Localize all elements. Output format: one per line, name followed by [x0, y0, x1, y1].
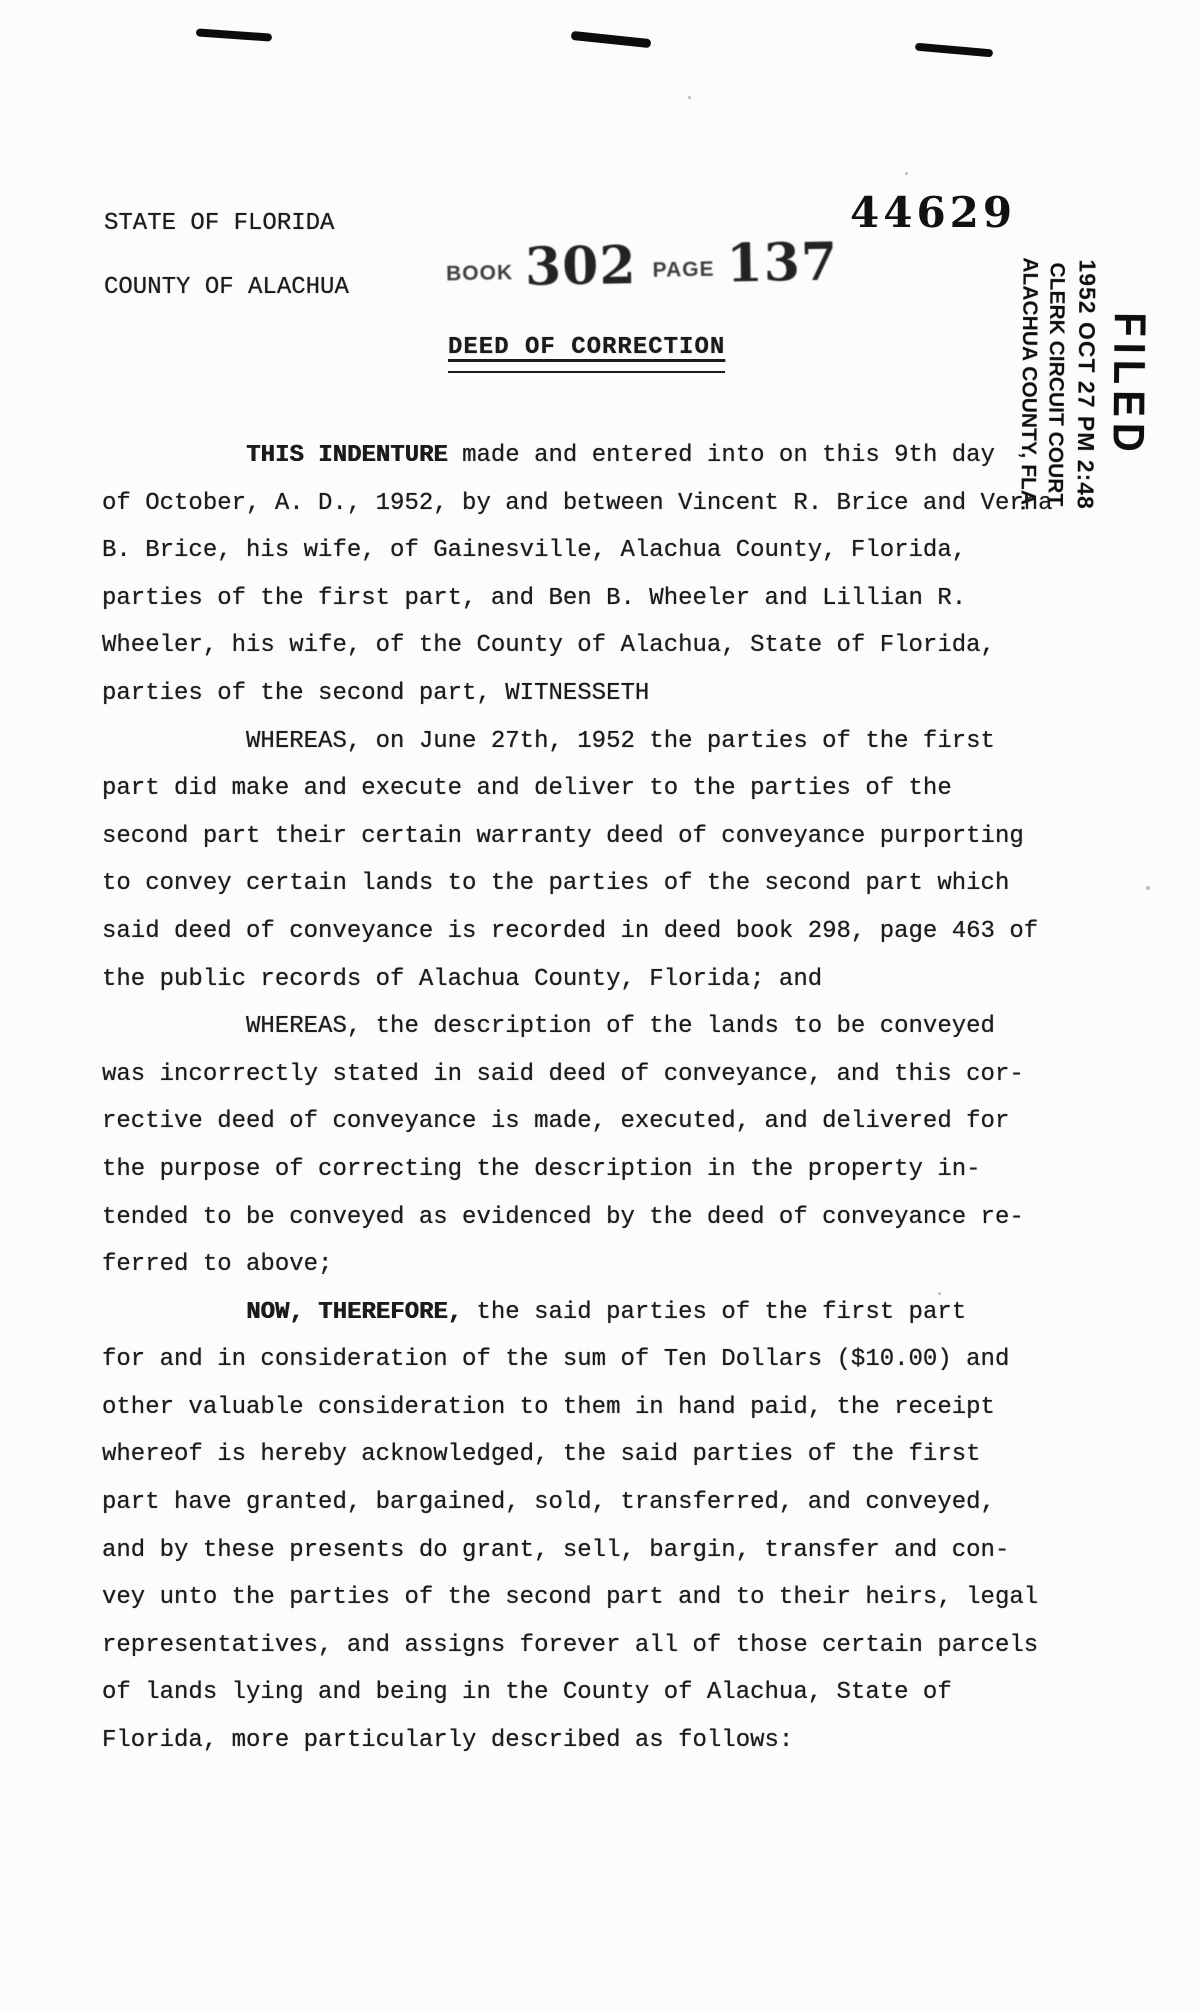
document-text-line: Florida, more particularly described as follows: [102, 1727, 794, 1755]
document-text-line: tended to be conveyed as evidenced by the deed of conveyance re- [102, 1203, 1024, 1231]
page-label: PAGE [652, 257, 715, 282]
book-number: 302 [524, 235, 638, 299]
scan-speck [905, 172, 908, 175]
document-text-line: the purpose of correcting the description in the property in- [102, 1155, 981, 1183]
document-text-line: to convey certain lands to the parties of the second part which [102, 870, 1010, 898]
document-text-line: second part their certain warranty deed of conveyance purporting [102, 822, 1024, 850]
state-caption: STATE OF FLORIDA [104, 210, 335, 237]
document-text-line: representatives, and assigns forever all of those certain parcels [102, 1631, 1039, 1659]
document-text-line: WHEREAS, the description of the lands to be conveyed [102, 1013, 995, 1041]
page-number: 137 [725, 231, 839, 295]
text-segment: made and entered into on this 9th day [447, 442, 995, 469]
document-text-line: WHEREAS, on June 27th, 1952 the parties of the first [102, 727, 995, 755]
text-segment [102, 442, 246, 469]
filed-stamp-county: ALACHUA COUNTY, FLA. [1016, 257, 1042, 511]
document-text-line: parties of the second part, WITNESSETH [102, 679, 650, 707]
scan-mark [571, 31, 652, 48]
document-text-line: said deed of conveyance is recorded in deed book 298, page 463 of [102, 917, 1039, 945]
document-text-line: B. Brice, his wife, of Gainesville, Alachua County, Florida, [102, 537, 967, 565]
document-text-line: Wheeler, his wife, of the County of Alachua, State of Florida, [102, 632, 995, 660]
document-text-line: and by these presents do grant, sell, bargin, transfer and con- [102, 1536, 1010, 1564]
document-text-line: rective deed of conveyance is made, executed, and delivered for [102, 1108, 1010, 1136]
document-text-line: part did make and execute and deliver to the parties of the [102, 775, 952, 803]
document-text-line: the public records of Alachua County, Florida; and [102, 965, 823, 993]
document-text-line: for and in consideration of the sum of Ten Dollars ($10.00) and [102, 1346, 1010, 1374]
document-title: DEED OF CORRECTION [448, 334, 725, 373]
text-segment: the said parties of the first part [462, 1298, 967, 1326]
document-text-line [102, 1289, 1160, 1337]
instrument-number: 44629 [850, 188, 1017, 237]
document-text-line: part have granted, bargained, sold, transferred, and conveyed, [102, 1489, 995, 1517]
book-label: BOOK [445, 261, 514, 286]
deed-body [102, 432, 1160, 1765]
document-text-line: of lands lying and being in the County of Alachua, State of [102, 1679, 952, 1707]
document-text-line: other valuable consideration to them in hand paid, the receipt [102, 1393, 995, 1421]
document-text-line: ferred to above; [102, 1251, 333, 1279]
filed-stamp-datetime: 1952 OCT 27 PM 2:48 [1072, 259, 1101, 510]
document-text-line: whereof is hereby acknowledged, the said parties of the first [102, 1441, 981, 1469]
document-text-line: was incorrectly stated in said deed of conveyance, and this cor- [102, 1060, 1024, 1088]
document-text-line: parties of the first part, and Ben B. Wheeler and Lillian R. [102, 584, 967, 612]
text-segment [102, 1299, 246, 1326]
emphasized-phrase: NOW, THEREFORE, [246, 1298, 463, 1326]
filed-stamp-word: FILED [1103, 311, 1154, 458]
document-text-line: of October, A. D., 1952, by and between Vincent R. Brice and Verna [102, 489, 1053, 517]
filed-stamp-clerk: CLERK CIRCUIT COURT [1043, 262, 1069, 507]
emphasized-phrase: THIS INDENTURE [246, 442, 448, 469]
scan-mark [196, 28, 272, 41]
scan-speck [688, 96, 691, 99]
county-caption: COUNTY OF ALACHUA [104, 274, 349, 301]
book-page-stamp [445, 231, 839, 299]
scan-mark [915, 43, 993, 58]
document-text-line [102, 432, 1160, 480]
document-text-line: vey unto the parties of the second part and to their heirs, legal [102, 1584, 1039, 1612]
